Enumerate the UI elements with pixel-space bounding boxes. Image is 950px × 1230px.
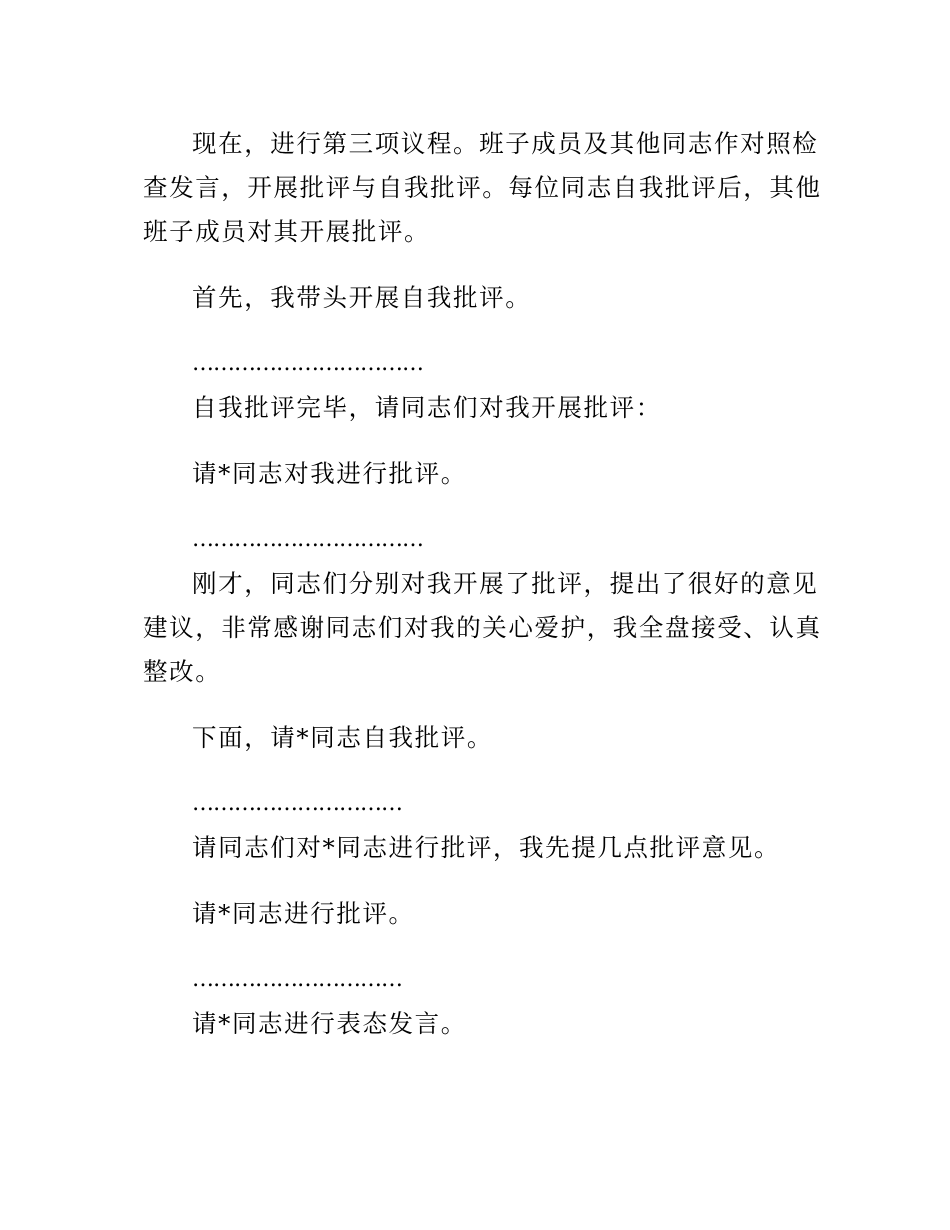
paragraph-request-criticism: 请*同志对我进行批评。 bbox=[192, 459, 467, 488]
paragraph-self-criticism-done: 自我批评完毕，请同志们对我开展批评： bbox=[192, 393, 662, 422]
paragraph-self-criticism-start: 首先，我带头开展自我批评。 bbox=[192, 283, 532, 312]
paragraph-comrade-criticize: 请*同志进行批评。 bbox=[192, 899, 415, 928]
document-body bbox=[143, 122, 833, 1068]
paragraph-comrades-criticize: 请同志们对*同志进行批评，我先提几点批评意见。 bbox=[192, 833, 781, 862]
paragraph-thanks: 刚才，同志们分别对我开展了批评，提出了很好的意见建议，非常感谢同志们对我的关心爱护，我全盘接受、认真整改。 bbox=[143, 569, 822, 686]
ellipsis-line: ………………………… bbox=[192, 791, 402, 816]
ellipsis-line: …………………………… bbox=[192, 351, 423, 376]
paragraph-next-self-criticism: 下面，请*同志自我批评。 bbox=[192, 723, 493, 752]
paragraph-statement: 请*同志进行表态发言。 bbox=[192, 1009, 467, 1038]
ellipsis-line: …………………………… bbox=[192, 527, 423, 552]
paragraph-agenda-item-three: 现在，进行第三项议程。班子成员及其他同志作对照检查发言，开展批评与自我批评。每位同志自我批评后，其他班子成员对其开展批评。 bbox=[143, 129, 822, 246]
ellipsis-line: ………………………… bbox=[192, 967, 402, 992]
